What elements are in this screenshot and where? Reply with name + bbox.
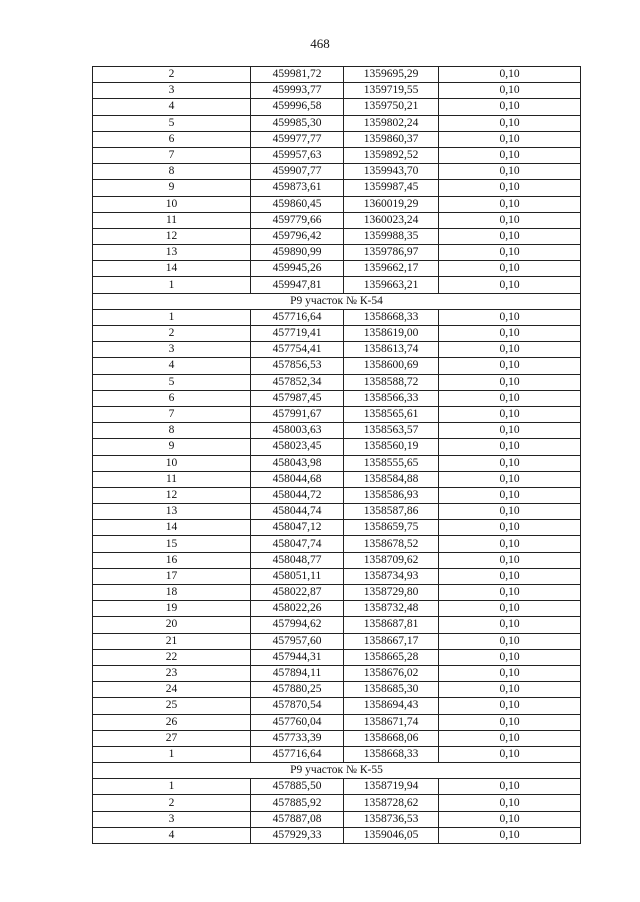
precision-cell: 0,10	[439, 827, 581, 843]
coordinates-table-body	[93, 67, 581, 844]
point-number-cell: 24	[93, 682, 251, 698]
table-row	[93, 406, 581, 422]
y-coordinate-cell: 1358719,94	[344, 779, 439, 795]
point-number-cell: 21	[93, 633, 251, 649]
table-row	[93, 698, 581, 714]
x-coordinate-cell: 457885,92	[251, 795, 344, 811]
precision-cell: 0,10	[439, 228, 581, 244]
point-number-cell: 5	[93, 115, 251, 131]
table-row	[93, 504, 581, 520]
precision-cell: 0,10	[439, 746, 581, 762]
y-coordinate-cell: 1358694,43	[344, 698, 439, 714]
table-row	[93, 779, 581, 795]
precision-cell: 0,10	[439, 536, 581, 552]
table-row	[93, 342, 581, 358]
point-number-cell: 9	[93, 180, 251, 196]
y-coordinate-cell: 1358676,02	[344, 665, 439, 681]
x-coordinate-cell: 458044,72	[251, 487, 344, 503]
x-coordinate-cell: 457856,53	[251, 358, 344, 374]
table-row	[93, 649, 581, 665]
precision-cell: 0,10	[439, 795, 581, 811]
table-row	[93, 471, 581, 487]
y-coordinate-cell: 1358678,52	[344, 536, 439, 552]
table-row	[93, 487, 581, 503]
y-coordinate-cell: 1358587,86	[344, 504, 439, 520]
point-number-cell: 8	[93, 423, 251, 439]
precision-cell: 0,10	[439, 358, 581, 374]
point-number-cell: 11	[93, 212, 251, 228]
y-coordinate-cell: 1358671,74	[344, 714, 439, 730]
x-coordinate-cell: 459873,61	[251, 180, 344, 196]
point-number-cell: 12	[93, 228, 251, 244]
y-coordinate-cell: 1359662,17	[344, 261, 439, 277]
x-coordinate-cell: 459985,30	[251, 115, 344, 131]
table-row	[93, 714, 581, 730]
x-coordinate-cell: 459890,99	[251, 245, 344, 261]
precision-cell: 0,10	[439, 147, 581, 163]
x-coordinate-cell: 457733,39	[251, 730, 344, 746]
y-coordinate-cell: 1360019,29	[344, 196, 439, 212]
point-number-cell: 7	[93, 147, 251, 163]
x-coordinate-cell: 457894,11	[251, 665, 344, 681]
x-coordinate-cell: 459907,77	[251, 164, 344, 180]
point-number-cell: 11	[93, 471, 251, 487]
precision-cell: 0,10	[439, 99, 581, 115]
x-coordinate-cell: 459779,66	[251, 212, 344, 228]
table-row	[93, 180, 581, 196]
y-coordinate-cell: 1358736,53	[344, 811, 439, 827]
y-coordinate-cell: 1359987,45	[344, 180, 439, 196]
point-number-cell: 13	[93, 245, 251, 261]
precision-cell: 0,10	[439, 504, 581, 520]
x-coordinate-cell: 458043,98	[251, 455, 344, 471]
point-number-cell: 17	[93, 568, 251, 584]
table-row	[93, 585, 581, 601]
table-row	[93, 520, 581, 536]
table-row	[93, 746, 581, 762]
x-coordinate-cell: 457994,62	[251, 617, 344, 633]
x-coordinate-cell: 459796,42	[251, 228, 344, 244]
x-coordinate-cell: 459957,63	[251, 147, 344, 163]
point-number-cell: 23	[93, 665, 251, 681]
table-row	[93, 568, 581, 584]
precision-cell: 0,10	[439, 633, 581, 649]
table-row	[93, 439, 581, 455]
y-coordinate-cell: 1358563,57	[344, 423, 439, 439]
table-row	[93, 164, 581, 180]
x-coordinate-cell: 459993,77	[251, 83, 344, 99]
precision-cell: 0,10	[439, 390, 581, 406]
precision-cell: 0,10	[439, 406, 581, 422]
precision-cell: 0,10	[439, 245, 581, 261]
point-number-cell: 22	[93, 649, 251, 665]
x-coordinate-cell: 458047,74	[251, 536, 344, 552]
x-coordinate-cell: 457885,50	[251, 779, 344, 795]
precision-cell: 0,10	[439, 423, 581, 439]
precision-cell: 0,10	[439, 277, 581, 293]
x-coordinate-cell: 457716,64	[251, 746, 344, 762]
table-row	[93, 228, 581, 244]
y-coordinate-cell: 1359046,05	[344, 827, 439, 843]
point-number-cell: 25	[93, 698, 251, 714]
y-coordinate-cell: 1359892,52	[344, 147, 439, 163]
y-coordinate-cell: 1358586,93	[344, 487, 439, 503]
precision-cell: 0,10	[439, 730, 581, 746]
table-row	[93, 730, 581, 746]
x-coordinate-cell: 457957,60	[251, 633, 344, 649]
table-row	[93, 83, 581, 99]
table-row	[93, 196, 581, 212]
precision-cell: 0,10	[439, 698, 581, 714]
x-coordinate-cell: 457880,25	[251, 682, 344, 698]
precision-cell: 0,10	[439, 811, 581, 827]
point-number-cell: 8	[93, 164, 251, 180]
table-row	[93, 665, 581, 681]
table-row	[93, 633, 581, 649]
table-row	[93, 358, 581, 374]
x-coordinate-cell: 458044,68	[251, 471, 344, 487]
table-row	[93, 99, 581, 115]
table-row	[93, 827, 581, 843]
y-coordinate-cell: 1358668,33	[344, 746, 439, 762]
point-number-cell: 19	[93, 601, 251, 617]
precision-cell: 0,10	[439, 115, 581, 131]
point-number-cell: 10	[93, 196, 251, 212]
precision-cell: 0,10	[439, 714, 581, 730]
x-coordinate-cell: 459977,77	[251, 131, 344, 147]
point-number-cell: 3	[93, 811, 251, 827]
table-row	[93, 617, 581, 633]
y-coordinate-cell: 1358588,72	[344, 374, 439, 390]
x-coordinate-cell: 457870,54	[251, 698, 344, 714]
precision-cell: 0,10	[439, 520, 581, 536]
y-coordinate-cell: 1358566,33	[344, 390, 439, 406]
x-coordinate-cell: 458047,12	[251, 520, 344, 536]
precision-cell: 0,10	[439, 131, 581, 147]
table-row	[93, 309, 581, 325]
y-coordinate-cell: 1359695,29	[344, 67, 439, 83]
precision-cell: 0,10	[439, 83, 581, 99]
point-number-cell: 3	[93, 83, 251, 99]
section-title: Р9 участок № К-55	[93, 763, 581, 779]
precision-cell: 0,10	[439, 261, 581, 277]
point-number-cell: 1	[93, 746, 251, 762]
x-coordinate-cell: 458044,74	[251, 504, 344, 520]
y-coordinate-cell: 1358728,62	[344, 795, 439, 811]
x-coordinate-cell: 459860,45	[251, 196, 344, 212]
precision-cell: 0,10	[439, 196, 581, 212]
y-coordinate-cell: 1358729,80	[344, 585, 439, 601]
x-coordinate-cell: 458022,87	[251, 585, 344, 601]
precision-cell: 0,10	[439, 164, 581, 180]
table-row	[93, 423, 581, 439]
table-row	[93, 811, 581, 827]
y-coordinate-cell: 1358685,30	[344, 682, 439, 698]
y-coordinate-cell: 1358659,75	[344, 520, 439, 536]
y-coordinate-cell: 1358555,65	[344, 455, 439, 471]
precision-cell: 0,10	[439, 374, 581, 390]
table-row	[93, 67, 581, 83]
y-coordinate-cell: 1358709,62	[344, 552, 439, 568]
point-number-cell: 2	[93, 326, 251, 342]
precision-cell: 0,10	[439, 180, 581, 196]
point-number-cell: 20	[93, 617, 251, 633]
precision-cell: 0,10	[439, 342, 581, 358]
precision-cell: 0,10	[439, 568, 581, 584]
point-number-cell: 4	[93, 358, 251, 374]
coordinates-table	[92, 66, 581, 844]
y-coordinate-cell: 1358668,33	[344, 309, 439, 325]
precision-cell: 0,10	[439, 471, 581, 487]
y-coordinate-cell: 1358734,93	[344, 568, 439, 584]
precision-cell: 0,10	[439, 779, 581, 795]
point-number-cell: 26	[93, 714, 251, 730]
table-row	[93, 147, 581, 163]
y-coordinate-cell: 1359750,21	[344, 99, 439, 115]
point-number-cell: 27	[93, 730, 251, 746]
x-coordinate-cell: 459981,72	[251, 67, 344, 83]
table-row	[93, 455, 581, 471]
y-coordinate-cell: 1359943,70	[344, 164, 439, 180]
y-coordinate-cell: 1358619,00	[344, 326, 439, 342]
precision-cell: 0,10	[439, 487, 581, 503]
table-row	[93, 552, 581, 568]
section-title: Р9 участок № К-54	[93, 293, 581, 309]
x-coordinate-cell: 459945,26	[251, 261, 344, 277]
precision-cell: 0,10	[439, 326, 581, 342]
y-coordinate-cell: 1358584,88	[344, 471, 439, 487]
y-coordinate-cell: 1358665,28	[344, 649, 439, 665]
x-coordinate-cell: 457760,04	[251, 714, 344, 730]
precision-cell: 0,10	[439, 601, 581, 617]
table-row	[93, 245, 581, 261]
point-number-cell: 2	[93, 795, 251, 811]
precision-cell: 0,10	[439, 212, 581, 228]
table-row	[93, 795, 581, 811]
table-row	[93, 390, 581, 406]
precision-cell: 0,10	[439, 439, 581, 455]
y-coordinate-cell: 1358613,74	[344, 342, 439, 358]
x-coordinate-cell: 457991,67	[251, 406, 344, 422]
x-coordinate-cell: 458022,26	[251, 601, 344, 617]
precision-cell: 0,10	[439, 455, 581, 471]
precision-cell: 0,10	[439, 682, 581, 698]
point-number-cell: 4	[93, 99, 251, 115]
y-coordinate-cell: 1359860,37	[344, 131, 439, 147]
y-coordinate-cell: 1358732,48	[344, 601, 439, 617]
point-number-cell: 10	[93, 455, 251, 471]
x-coordinate-cell: 459996,58	[251, 99, 344, 115]
table-row	[93, 536, 581, 552]
point-number-cell: 3	[93, 342, 251, 358]
table-row	[93, 374, 581, 390]
table-row	[93, 682, 581, 698]
x-coordinate-cell: 457929,33	[251, 827, 344, 843]
table-row	[93, 212, 581, 228]
x-coordinate-cell: 457716,64	[251, 309, 344, 325]
point-number-cell: 13	[93, 504, 251, 520]
point-number-cell: 1	[93, 779, 251, 795]
point-number-cell: 9	[93, 439, 251, 455]
table-row	[93, 277, 581, 293]
precision-cell: 0,10	[439, 665, 581, 681]
point-number-cell: 2	[93, 67, 251, 83]
table-row	[93, 261, 581, 277]
x-coordinate-cell: 457887,08	[251, 811, 344, 827]
section-header-row	[93, 763, 581, 779]
point-number-cell: 1	[93, 309, 251, 325]
point-number-cell: 14	[93, 520, 251, 536]
page-number: 468	[310, 36, 330, 51]
section-header-row	[93, 293, 581, 309]
point-number-cell: 4	[93, 827, 251, 843]
y-coordinate-cell: 1360023,24	[344, 212, 439, 228]
table-row	[93, 326, 581, 342]
precision-cell: 0,10	[439, 552, 581, 568]
precision-cell: 0,10	[439, 649, 581, 665]
point-number-cell: 6	[93, 131, 251, 147]
y-coordinate-cell: 1358687,81	[344, 617, 439, 633]
y-coordinate-cell: 1358560,19	[344, 439, 439, 455]
point-number-cell: 7	[93, 406, 251, 422]
point-number-cell: 6	[93, 390, 251, 406]
y-coordinate-cell: 1359786,97	[344, 245, 439, 261]
x-coordinate-cell: 457754,41	[251, 342, 344, 358]
precision-cell: 0,10	[439, 309, 581, 325]
y-coordinate-cell: 1359802,24	[344, 115, 439, 131]
precision-cell: 0,10	[439, 67, 581, 83]
point-number-cell: 1	[93, 277, 251, 293]
point-number-cell: 15	[93, 536, 251, 552]
table-row	[93, 131, 581, 147]
x-coordinate-cell: 457944,31	[251, 649, 344, 665]
y-coordinate-cell: 1359988,35	[344, 228, 439, 244]
table-row	[93, 601, 581, 617]
table-row	[93, 115, 581, 131]
x-coordinate-cell: 457719,41	[251, 326, 344, 342]
point-number-cell: 14	[93, 261, 251, 277]
y-coordinate-cell: 1358565,61	[344, 406, 439, 422]
y-coordinate-cell: 1359663,21	[344, 277, 439, 293]
x-coordinate-cell: 457852,34	[251, 374, 344, 390]
x-coordinate-cell: 458048,77	[251, 552, 344, 568]
point-number-cell: 18	[93, 585, 251, 601]
point-number-cell: 12	[93, 487, 251, 503]
y-coordinate-cell: 1358667,17	[344, 633, 439, 649]
y-coordinate-cell: 1358668,06	[344, 730, 439, 746]
point-number-cell: 5	[93, 374, 251, 390]
precision-cell: 0,10	[439, 617, 581, 633]
point-number-cell: 16	[93, 552, 251, 568]
x-coordinate-cell: 459947,81	[251, 277, 344, 293]
x-coordinate-cell: 458023,45	[251, 439, 344, 455]
x-coordinate-cell: 457987,45	[251, 390, 344, 406]
y-coordinate-cell: 1359719,55	[344, 83, 439, 99]
precision-cell: 0,10	[439, 585, 581, 601]
x-coordinate-cell: 458003,63	[251, 423, 344, 439]
y-coordinate-cell: 1358600,69	[344, 358, 439, 374]
x-coordinate-cell: 458051,11	[251, 568, 344, 584]
